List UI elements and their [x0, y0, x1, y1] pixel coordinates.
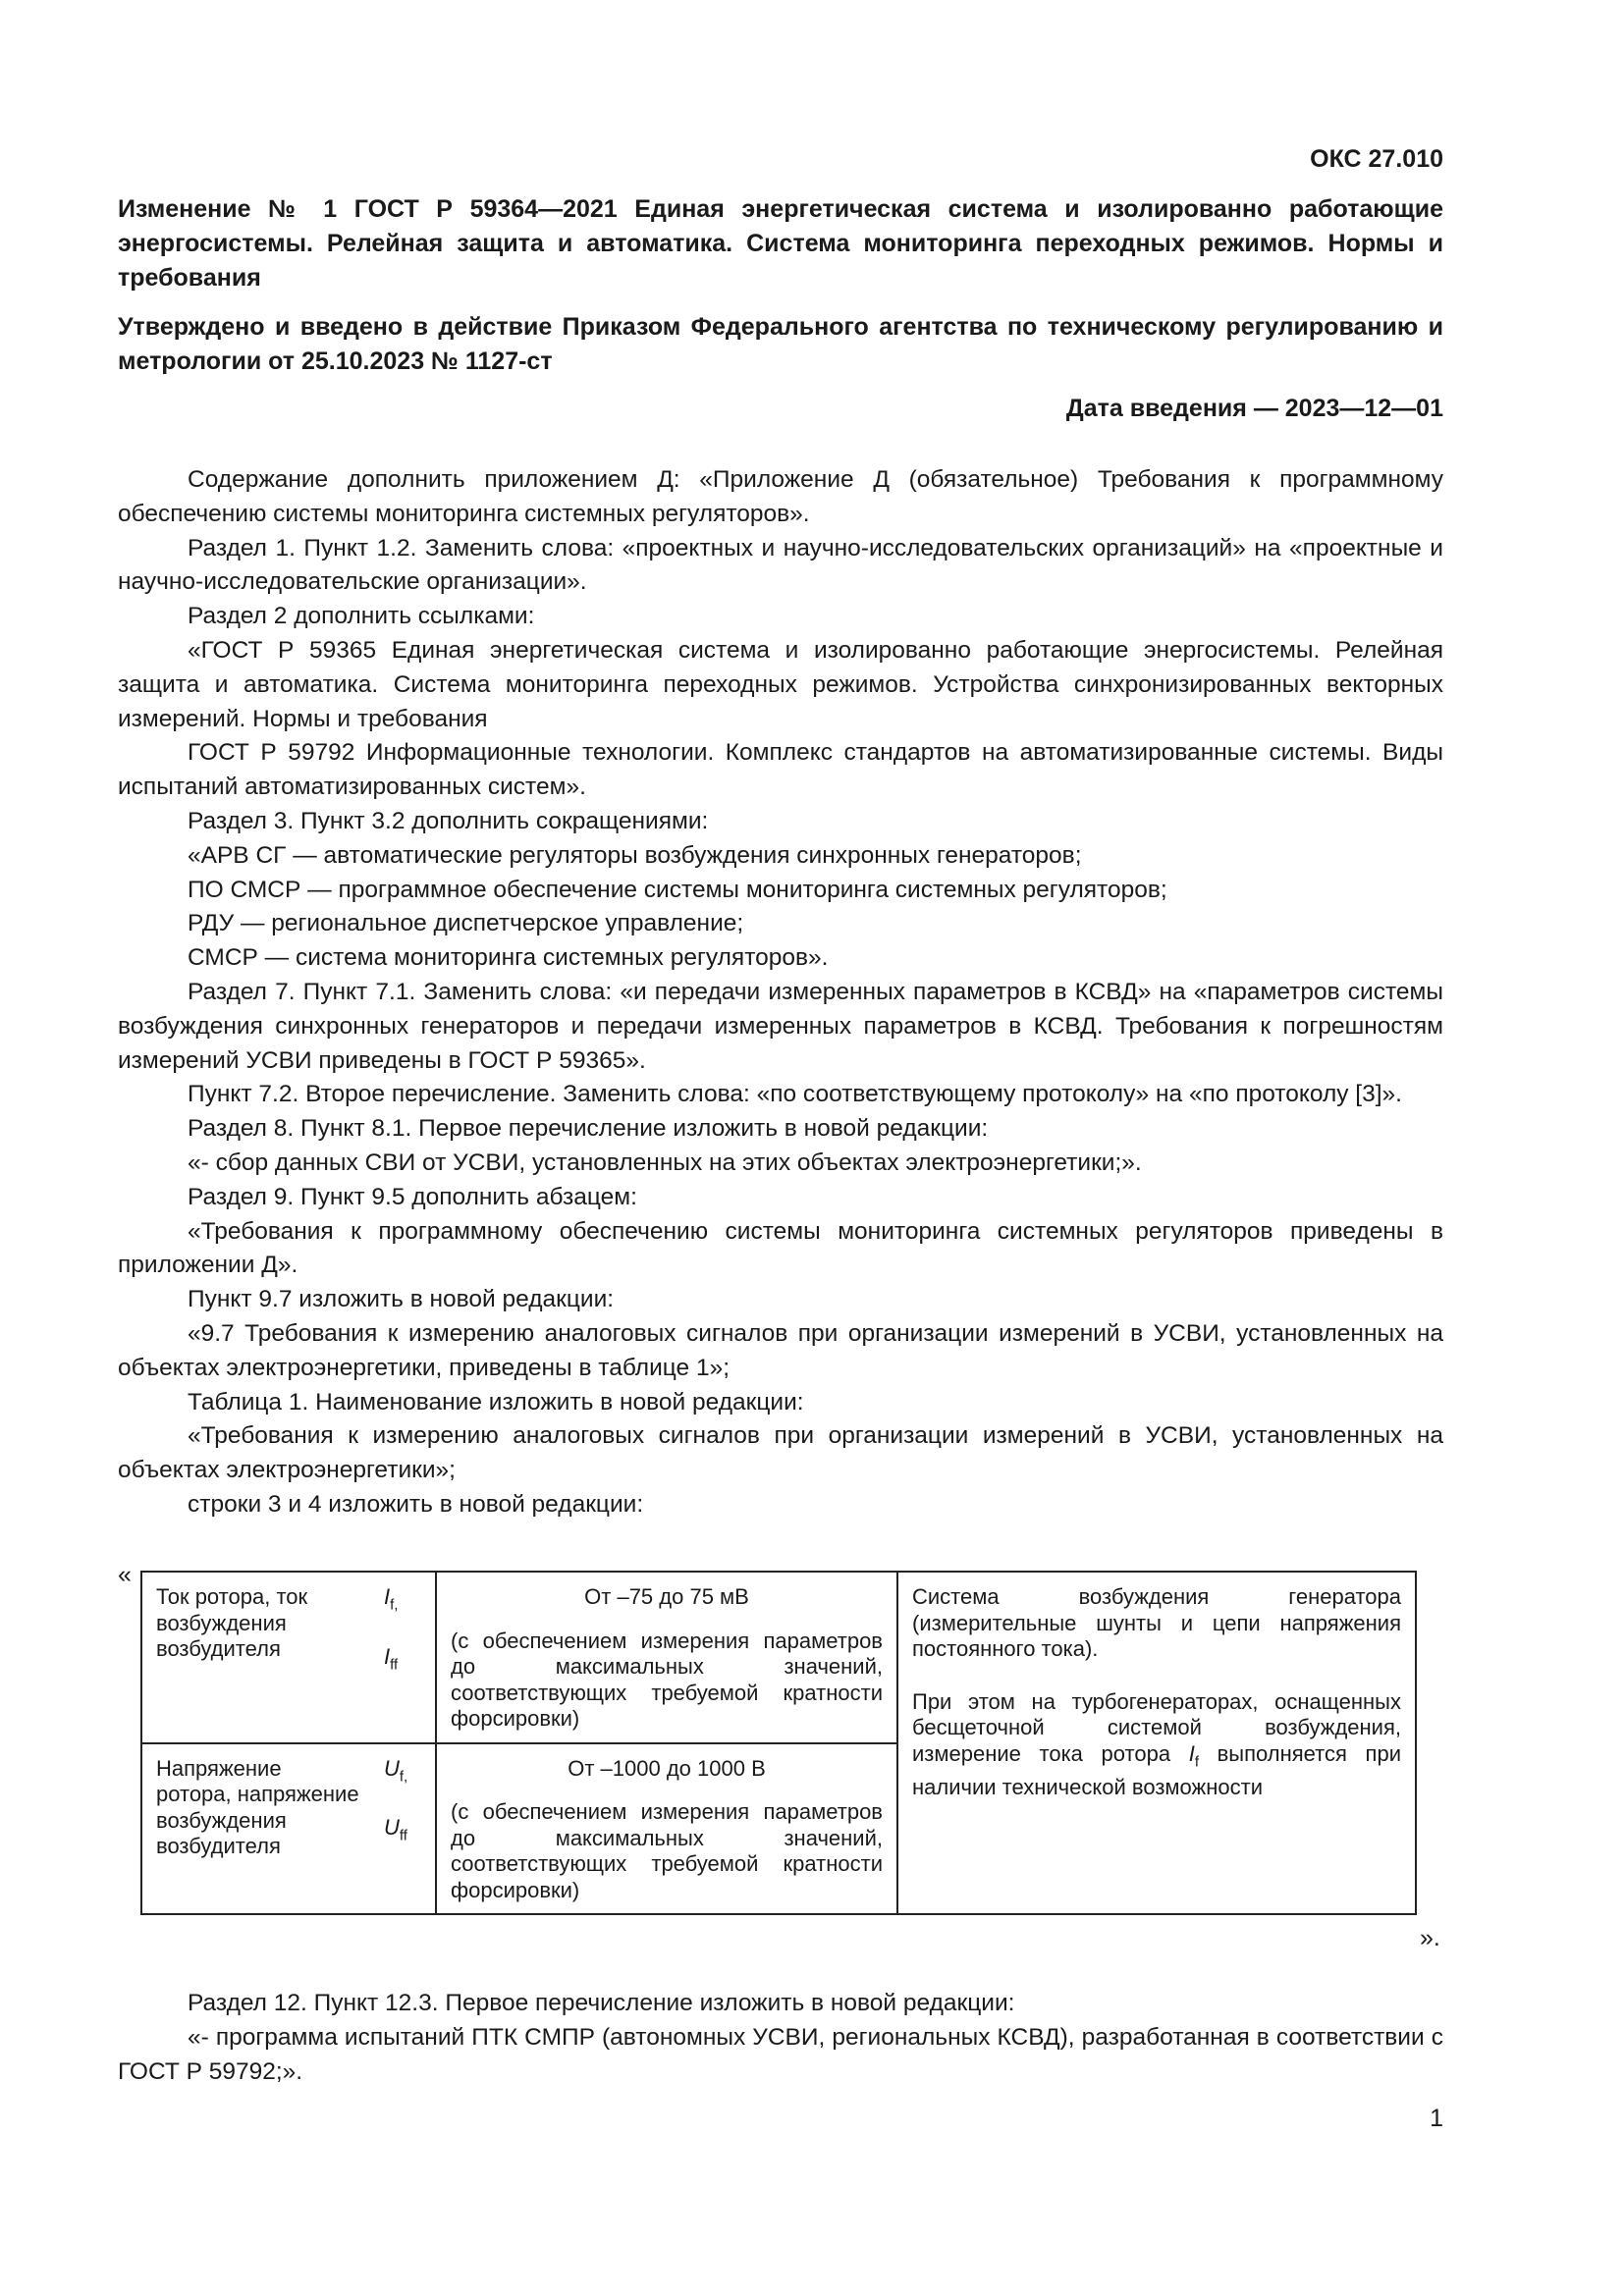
paragraph: строки 3 и 4 изложить в новой редакции:	[188, 1490, 644, 1518]
remark-text: При этом на турбогенераторах, оснащенных бесщеточной системой возбуждения, измерение тока ротора $I_f$ выполняется при наличии технической возможности	[912, 1688, 1401, 1800]
paragraph: Раздел 7. Пункт 7.1. Заменить слова: «и передачи измеренных параметров в КСВД» на «параметров системы возбуждения синхронных генераторов и передачи измеренных параметров в КСВД. Требования к погрешностям измерений УСВИ приведены в ГОСТ Р 59365».	[118, 978, 1443, 1074]
symbol: $U_{ff}$	[384, 1815, 407, 1844]
table-cell-parameter: Напряжение ротора, напряжение возбуждения возбудителя	[141, 1743, 376, 1915]
table-cell-range	[436, 1743, 897, 1915]
paragraph: ПО СМСР — программное обеспечение системы мониторинга системных регуляторов;	[188, 876, 1167, 903]
approval-statement: Утверждено и введено в действие Приказом Федерального агентства по техническому регулированию и метрологии от 25.10.2023 № 1127-ст	[118, 313, 1443, 375]
paragraph: СМСР — система мониторинга системных регуляторов».	[188, 944, 829, 972]
range-note: (с обеспечением измерения параметров до максимальных значений, соответствующих требуемой кратности форсировки)	[451, 1628, 883, 1731]
effective-date: Дата введения — 2023—12—01	[1065, 395, 1443, 422]
paragraph: Раздел 2 дополнить ссылками:	[188, 603, 535, 630]
classification-code: ОКС 27.010	[1310, 145, 1443, 173]
range-value: От –1000 до 1000 В	[568, 1755, 766, 1781]
page-number: 1	[1430, 2105, 1443, 2132]
table-cell-range	[436, 1572, 897, 1743]
symbol: $U_{f,}$	[384, 1755, 408, 1785]
paragraph: «АРВ СГ — автоматические регуляторы возбуждения синхронных генераторов;	[188, 841, 1082, 869]
measurement-table	[140, 1571, 1417, 1915]
paragraph: Содержание дополнить приложением Д: «Приложение Д (обязательное) Требования к программному обеспечению системы мониторинга системных регуляторов».	[118, 466, 1443, 527]
table-quote-open: «	[118, 1561, 132, 1588]
paragraph: «- сбор данных СВИ от УСВИ, установленных на этих объектах электроэнергетики;».	[188, 1148, 1142, 1176]
paragraph: «Требования к измерению аналоговых сигналов при организации измерений в УСВИ, установленных на объектах электроэнергетики»;	[118, 1422, 1443, 1484]
paragraph: Пункт 7.2. Второе перечисление. Заменить слова: «по соответствующему протоколу» на «по протоколу [3]».	[188, 1081, 1402, 1108]
paragraph: «9.7 Требования к измерению аналоговых сигналов при организации измерений в УСВИ, установленных на объектах электроэнергетики, приведены в таблице 1»;	[118, 1319, 1443, 1381]
amendment-body-continued	[118, 1987, 1443, 2089]
paragraph: «Требования к программному обеспечению системы мониторинга системных регуляторов приведены в приложении Д».	[118, 1217, 1443, 1279]
paragraph: «- программа испытаний ПТК СМПР (автономных УСВИ, региональных КСВД), разработанная в соответствии с ГОСТ Р 59792;».	[118, 2023, 1443, 2085]
range-note: (с обеспечением измерения параметров до максимальных значений, соответствующих требуемой кратности форсировки)	[451, 1799, 883, 1902]
paragraph: Таблица 1. Наименование изложить в новой редакции:	[188, 1388, 804, 1415]
paragraph: «ГОСТ Р 59365 Единая энергетическая система и изолированно работающие энергосистемы. Релейная защита и автоматика. Система мониторинга переходных режимов. Устройства синхронизированных векторных измерений. Нормы и требования	[118, 636, 1443, 732]
table-quote-close: ».	[1420, 1924, 1440, 1951]
symbol: $I_{ff}$	[384, 1643, 399, 1674]
amendment-body	[118, 463, 1443, 1522]
table-row	[141, 1572, 1416, 1743]
paragraph: Раздел 1. Пункт 1.2. Заменить слова: «проектных и научно-исследовательских организаций» на «проектные и научно-исследовательские организации».	[118, 534, 1443, 596]
paragraph: Раздел 9. Пункт 9.5 дополнить абзацем:	[188, 1183, 637, 1210]
paragraph: Пункт 9.7 изложить в новой редакции:	[188, 1286, 615, 1313]
range-value: От –75 до 75 мВ	[584, 1584, 749, 1609]
table-cell-remark	[897, 1572, 1416, 1914]
symbol: $I_{f,}$	[384, 1584, 399, 1614]
paragraph: Раздел 8. Пункт 8.1. Первое перечисление изложить в новой редакции:	[188, 1115, 989, 1143]
paragraph: РДУ — региональное диспетчерское управление;	[188, 910, 744, 937]
paragraph: ГОСТ Р 59792 Информационные технологии. Комплекс стандартов на автоматизированные системы. Виды испытаний автоматизированных систем».	[118, 739, 1443, 801]
paragraph: Раздел 12. Пункт 12.3. Первое перечисление изложить в новой редакции:	[188, 1990, 1015, 2016]
paragraph: Раздел 3. Пункт 3.2 дополнить сокращениями:	[188, 807, 709, 834]
table-cell-symbol	[376, 1743, 436, 1915]
table-cell-parameter: Ток ротора, ток возбуждения возбудителя	[141, 1572, 376, 1743]
document-title: Изменение № 1 ГОСТ Р 59364—2021 Единая энергетическая система и изолированно работающие энергосистемы. Релейная защита и автоматика. Система мониторинга переходных режимов. Нормы и требования	[118, 195, 1443, 292]
remark-text: Система возбуждения генератора (измерительные шунты и цепи напряжения постоянного тока).	[912, 1584, 1401, 1661]
table-cell-symbol	[376, 1572, 436, 1743]
